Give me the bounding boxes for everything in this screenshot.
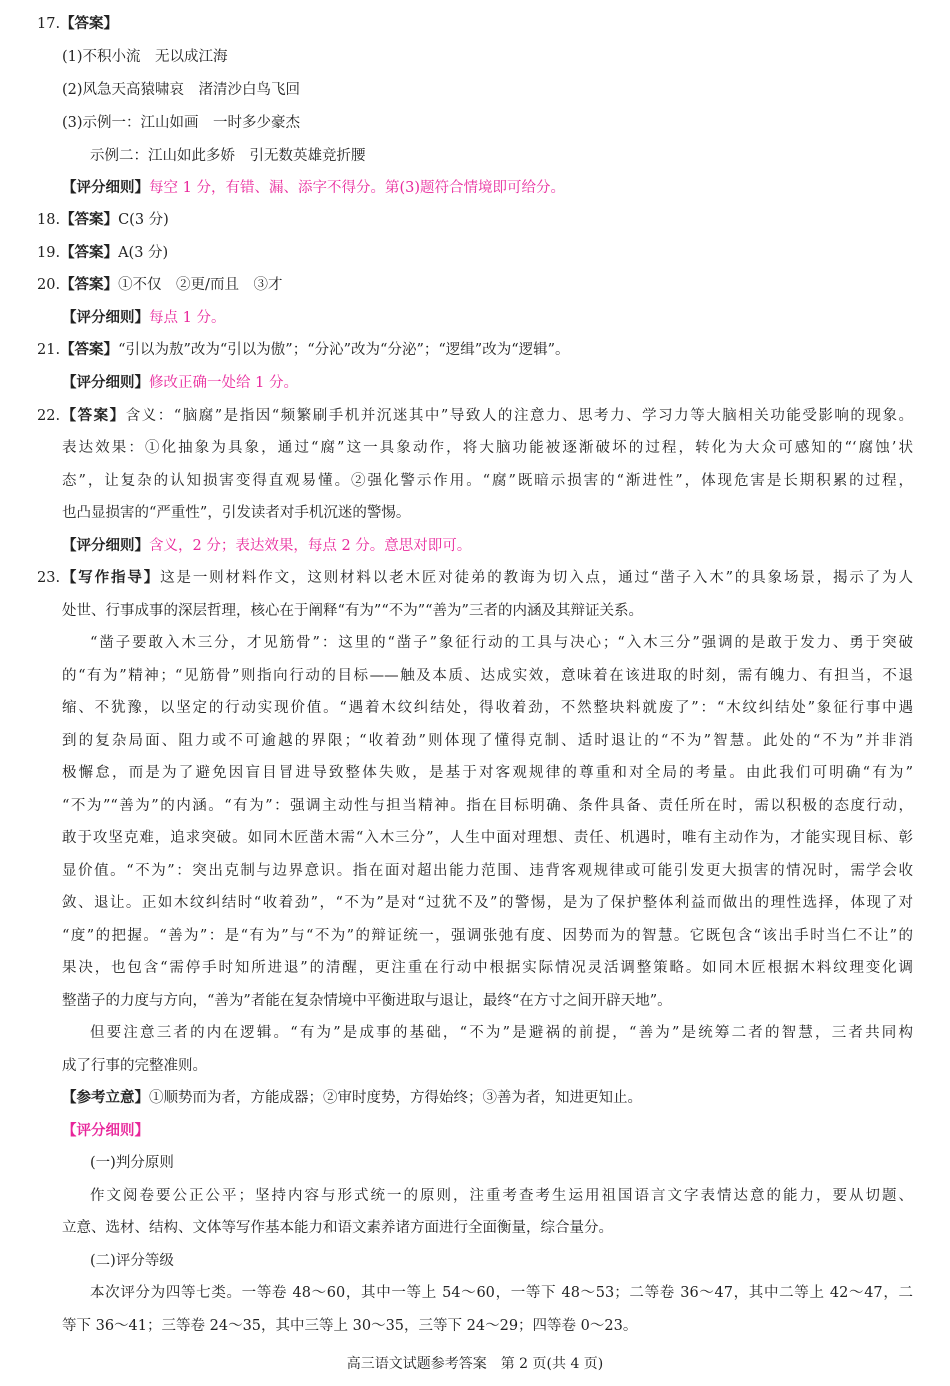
q20-answer xyxy=(37,275,282,295)
q19-number: 19. xyxy=(37,245,61,261)
q23-section-2-line-1: 本次评分为四等七类。一等卷 48～60，其中一等上 54～60，一等下 48～53；二等卷 36～47，其中二等上 42～47，二 xyxy=(90,1285,913,1301)
q20-rule-tag: 【评分细则】 xyxy=(62,310,149,326)
q23-line-7: 极懈怠，而是为了避免因盲目冒进导致整体失败，是基于对客观规律的尊重和对全局的考量。由此我们可明确“有为” xyxy=(62,765,913,781)
q22-line-3: 态”，让复杂的认知损害变得直观易懂。②强化警示作用。“腐”既暗示损害的“渐进性”，体现危害是长期积累的过程， xyxy=(62,473,913,489)
q23-line-5: 缩、不犹豫，以坚定的行动实现价值。“遇着木纹纠结处，得收着劲，不然整块料就废了”：“木纹纠结处”象征行事中遇 xyxy=(62,700,913,716)
q23-line-16: 成了行事的完整准则。 xyxy=(62,1058,207,1074)
q23-number: 23. xyxy=(37,570,61,586)
q22-line-1 xyxy=(37,406,913,426)
q17-line-2: (2)风急天高猿啸哀 渚清沙白鸟飞回 xyxy=(62,82,301,98)
q23-section-1-title: (一)判分原则 xyxy=(90,1155,174,1171)
q22-scoring-rule xyxy=(62,536,471,556)
q23-line-12: “度”的把握。“善为”：是“有为”与“不为”的辩证统一，强调张弛有度、因势而为的智慧。它既包含“该出手时当仁不让”的 xyxy=(62,928,913,944)
q23-ref-tag: 【参考立意】 xyxy=(62,1090,149,1106)
q23-line-13: 果决，也包含“需停手时知所进退”的清醒，更注重在行动中根据实际情况灵活调整策略。如同木匠根据木料纹理变化调 xyxy=(62,960,913,976)
q21-number: 21. xyxy=(37,342,61,358)
q23-line-8: “不为”“善为”的内涵。“有为”：强调主动性与担当精神。指在目标明确、条件具备、责任所在时，需以积极的态度行动， xyxy=(62,798,913,814)
q21-rule-text: 修改正确一处给 1 分。 xyxy=(149,375,298,391)
q21-answer-text: “引以为敖”改为“引以为傲”；“分沁”改为“分泌”；“逻缉”改为“逻辑”。 xyxy=(118,342,570,358)
q23-section-2-title: (二)评分等级 xyxy=(90,1253,174,1269)
q22-meaning: 含义：“脑腐”是指因“频繁刷手机并沉迷其中”导致人的注意力、思考力、学习力等大脑相关功能受影响的现象。 xyxy=(125,408,913,424)
q23-guide-text-1: 这是一则材料作文，这则材料以老木匠对徒弟的教诲为切入点，通过“凿子入木”的具象场景，揭示了为人 xyxy=(160,570,914,586)
q23-section-1-line-1: 作文阅卷要公正公平；坚持内容与形式统一的原则，注重考查考生运用祖国语言文字表情达意的能力，要从切题、 xyxy=(90,1188,913,1204)
q21-answer-tag: 【答案】 xyxy=(60,342,119,358)
q22-answer-tag: 【答案】 xyxy=(60,408,126,424)
q21-scoring-rule xyxy=(62,373,298,393)
page-footer: 高三语文试题参考答案 第 2 页(共 4 页) xyxy=(346,1356,604,1372)
q20-answer-text: ①不仅 ②更/而且 ③才 xyxy=(118,277,283,293)
q19-answer-text: A(3 分) xyxy=(118,245,169,261)
q23-guide-tag: 【写作指导】 xyxy=(60,570,161,586)
q22-rule-text: 含义，2 分；表达效果，每点 2 分。意思对即可。 xyxy=(149,538,472,554)
q23-ref-text: ①顺势而为者，方能成器；②审时度势，方得始终；③善为者，知进更知止。 xyxy=(149,1090,642,1106)
q18-answer xyxy=(37,210,169,230)
q17-heading xyxy=(37,14,118,34)
q17-answer-tag: 【答案】 xyxy=(60,16,119,32)
q21-answer xyxy=(37,340,570,360)
q18-answer-tag: 【答案】 xyxy=(60,212,119,228)
q17-line-3: (3)示例一：江山如画 一时多少豪杰 xyxy=(62,115,301,131)
q23-line-11: 敛、退让。正如木纹纠结时“收着劲”，“不为”是对“过犹不及”的警惕，是为了保护整体利益而做出的理性选择，体现了对 xyxy=(62,895,913,911)
q23-line-10: 显价值。“不为”：突出克制与边界意识。指在面对超出能力范围、违背客观规律或可能引发更大损害的情况时，需学会收 xyxy=(62,863,913,879)
q20-rule-text: 每点 1 分。 xyxy=(149,310,226,326)
q19-answer xyxy=(37,243,168,263)
q19-answer-tag: 【答案】 xyxy=(60,245,119,261)
q18-answer-text: C(3 分) xyxy=(118,212,169,228)
q17-number: 17. xyxy=(37,16,61,32)
q20-scoring-rule xyxy=(62,308,225,328)
q20-number: 20. xyxy=(37,277,61,293)
q17-rule-tag: 【评分细则】 xyxy=(62,180,149,196)
q17-line-4: 示例二：江山如此多娇 引无数英雄竞折腰 xyxy=(90,148,366,164)
q23-rule-tag: 【评分细则】 xyxy=(62,1123,149,1139)
q23-line-9: 敢于攻坚克难，追求突破。如同木匠凿木需“入木三分”，人生中面对理想、责任、机遇时，唯有主动作为，才能实现目标、彰 xyxy=(62,830,913,846)
q23-scoring-rule-heading xyxy=(62,1121,149,1141)
q17-line-1: (1)不积小流 无以成江海 xyxy=(62,49,228,65)
q18-number: 18. xyxy=(37,212,61,228)
q23-line-2: 处世、行事成事的深层哲理，核心在于阐释“有为”“不为”“善为”三者的内涵及其辩证关系。 xyxy=(62,603,643,619)
q22-line-2: 表达效果：①化抽象为具象，通过“腐”这一具象动作，将大脑功能被逐渐破坏的过程，转化为大众可感知的“‘腐蚀’状 xyxy=(62,440,913,456)
q23-line-14: 整凿子的力度与方向，“善为”者能在复杂情境中平衡进取与退让，最终“在方寸之间开辟天地”。 xyxy=(62,993,672,1009)
q20-answer-tag: 【答案】 xyxy=(60,277,119,293)
q17-rule-text: 每空 1 分，有错、漏、添字不得分。第(3)题符合情境即可给分。 xyxy=(149,180,565,196)
q22-number: 22. xyxy=(37,408,61,424)
q23-line-1 xyxy=(37,568,913,588)
q23-line-6: 到的复杂局面、阻力或不可逾越的界限；“收着劲”则体现了懂得克制、适时退让的“不为”智慧。此处的“不为”并非消 xyxy=(62,733,913,749)
q17-scoring-rule xyxy=(62,178,565,198)
q23-section-1-line-2: 立意、选材、结构、文体等写作基本能力和语文素养诸方面进行全面衡量，综合量分。 xyxy=(62,1220,613,1236)
q23-line-4: 的“有为”精神；“见筋骨”则指向行动的目标——触及本质、达成实效，意味着在该进取的时刻，需有魄力、有担当，不退 xyxy=(62,668,913,684)
q22-rule-tag: 【评分细则】 xyxy=(62,538,149,554)
q22-line-4: 也凸显损害的“严重性”，引发读者对手机沉迷的警惕。 xyxy=(62,505,411,521)
q23-reference-theme xyxy=(62,1088,642,1108)
q23-section-2-line-2: 等下 36～41；三等卷 24～35，其中三等上 30～35，三等下 24～29；四等卷 0～23。 xyxy=(62,1318,638,1334)
q21-rule-tag: 【评分细则】 xyxy=(62,375,149,391)
q23-line-3: “凿子要敢入木三分，才见筋骨”：这里的“凿子”象征行动的工具与决心；“入木三分”强调的是敢于发力、勇于突破 xyxy=(90,635,913,651)
q23-line-15: 但要注意三者的内在逻辑。“有为”是成事的基础，“不为”是避祸的前提，“善为”是统筹二者的智慧，三者共同构 xyxy=(90,1025,913,1041)
